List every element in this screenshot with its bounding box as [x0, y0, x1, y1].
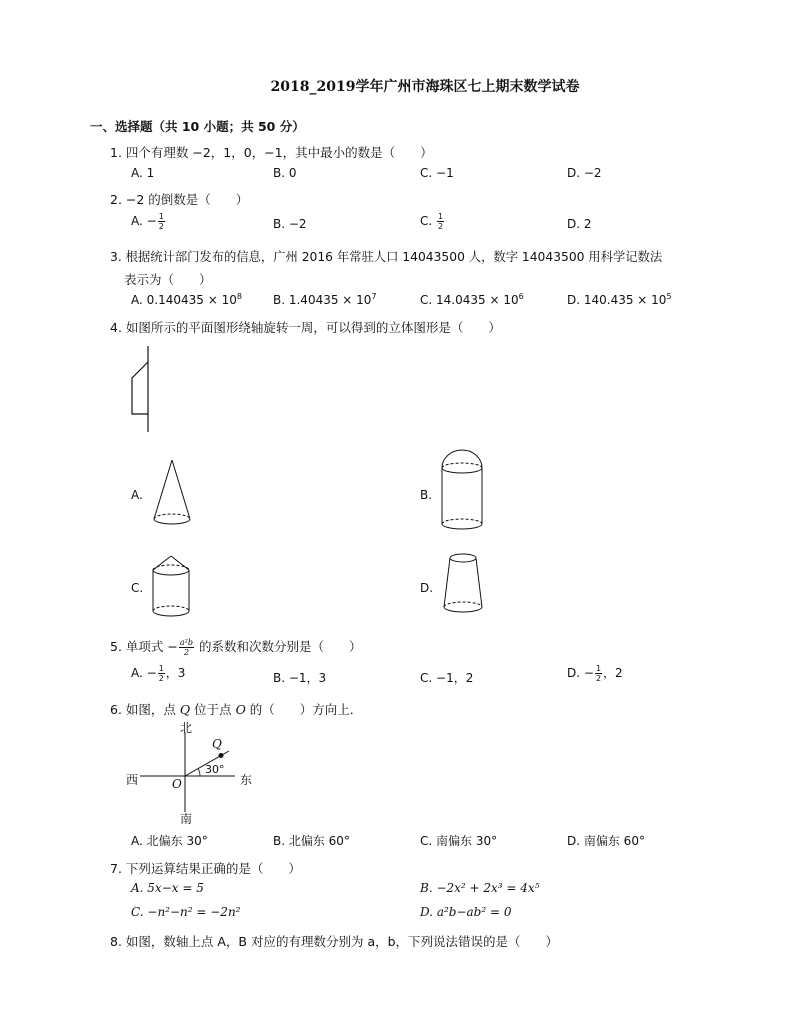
q2-c-numerator: 1 — [438, 212, 444, 221]
q4-plane-figure — [120, 340, 160, 436]
q6-suffix: 的（ ）方向上． — [245, 702, 363, 717]
q5-fraction — [179, 638, 194, 657]
cylinder-hemisphere-figure — [437, 446, 487, 536]
q5-option-c[interactable]: C. −1，2 — [420, 671, 474, 685]
q1-option-b[interactable]: B. 0 — [273, 166, 297, 180]
label-south: 南 — [180, 812, 193, 826]
q2-option-c[interactable] — [420, 212, 445, 231]
cylinder-cone-figure — [150, 553, 195, 621]
q3-option-d[interactable] — [567, 292, 672, 307]
section-heading: 一、选择题（共 10 小题；共 50 分） — [90, 119, 305, 134]
point-q-dot — [219, 753, 224, 758]
q4-option-b[interactable]: B. — [420, 488, 433, 502]
q2-a-denominator: 2 — [158, 222, 164, 231]
q5-numerator: a²b — [179, 638, 193, 647]
label-west: 西 — [126, 773, 139, 787]
q5-d-prefix: D. − — [567, 666, 594, 680]
cone-figure — [150, 455, 195, 530]
q1-option-a[interactable]: A. 1 — [131, 166, 155, 180]
q2-c-fraction — [437, 212, 444, 231]
q3-b-base: B. 1.40435 × 10 — [273, 293, 372, 307]
q5-a-fraction — [158, 664, 165, 683]
q6-prefix: 6. 如图，点 — [110, 702, 180, 717]
q2-option-d[interactable]: D. 2 — [567, 217, 592, 231]
trapezoid-shape — [132, 362, 148, 414]
q6-option-c[interactable]: C. 南偏东 30° — [420, 834, 498, 848]
q3-b-exponent: 7 — [371, 292, 377, 301]
q3-a-exponent: 8 — [236, 292, 242, 301]
q7-option-a[interactable]: A. 5x−x = 5 — [131, 881, 204, 895]
compass-diagram — [140, 730, 240, 822]
q6-option-d[interactable]: D. 南偏东 60° — [567, 834, 645, 848]
q4-option-c[interactable]: C. — [131, 581, 144, 595]
q3-option-c[interactable] — [420, 292, 524, 307]
q5-prefix: 5. 单项式 − — [110, 639, 178, 654]
q2-a-fraction — [158, 212, 165, 231]
question-4: 4. 如图所示的平面图形绕轴旋转一周，可以得到的立体图形是（ ） — [110, 320, 501, 335]
label-north: 北 — [180, 721, 193, 735]
frustum-figure — [441, 550, 491, 622]
q2-a-prefix: A. − — [131, 214, 157, 228]
label-point-o: O — [172, 777, 182, 791]
q4-option-d[interactable]: D. — [420, 581, 434, 595]
q6-mid: 位于点 — [190, 702, 236, 717]
q7-option-c[interactable]: C. −n²−n² = −2n² — [131, 905, 241, 919]
angle-arc — [198, 769, 200, 777]
q5-option-a[interactable] — [131, 664, 185, 683]
q5-a-suffix: ，3 — [165, 666, 186, 680]
q5-option-b[interactable]: B. −1，3 — [273, 671, 327, 685]
q2-option-b[interactable]: B. −2 — [273, 217, 307, 231]
question-3-line-1: 3. 根据统计部门发布的信息，广州 2016 年常驻人口 14043500 人，数字 14043500 用科学记数法 — [110, 250, 663, 264]
q5-d-numerator: 1 — [595, 664, 602, 673]
question-8: 8. 如图，数轴上点 A，B 对应的有理数分别为 a，b，下列说法错误的是（ ） — [110, 934, 559, 949]
q3-a-base: A. 0.140435 × 10 — [131, 293, 237, 307]
q5-denominator: 2 — [183, 648, 189, 657]
q6-option-a[interactable]: A. 北偏东 30° — [131, 834, 208, 848]
q5-a-denominator: 2 — [158, 674, 164, 683]
q3-d-base: D. 140.435 × 10 — [567, 293, 667, 307]
q3-d-exponent: 5 — [666, 292, 672, 301]
question-7: 7. 下列运算结果正确的是（ ） — [110, 861, 301, 876]
q1-option-d[interactable]: D. −2 — [567, 166, 602, 180]
q5-a-prefix: A. − — [131, 666, 157, 680]
q2-a-numerator: 1 — [158, 212, 164, 221]
label-angle: 30° — [205, 763, 225, 776]
question-6 — [110, 700, 362, 718]
q2-c-denominator: 2 — [438, 222, 444, 231]
q2-option-a[interactable] — [131, 212, 166, 231]
q5-a-numerator: 1 — [158, 664, 164, 673]
label-east: 东 — [240, 773, 253, 787]
question-3-line-2: 表示为（ ） — [124, 272, 212, 287]
q6-point-o-ref: O — [235, 702, 246, 717]
q2-c-prefix: C. — [420, 214, 437, 228]
q5-d-denominator: 2 — [595, 674, 602, 683]
question-5 — [110, 637, 361, 657]
q3-option-a[interactable] — [131, 292, 242, 307]
label-point-q: Q — [212, 737, 222, 751]
q6-point-q-ref: Q — [179, 702, 191, 717]
q5-option-d[interactable] — [567, 664, 623, 683]
q1-option-c[interactable]: C. −1 — [420, 166, 454, 180]
page-title: 2018_2019学年广州市海珠区七上期末数学试卷 — [270, 79, 580, 95]
q3-c-base: C. 14.0435 × 10 — [420, 293, 519, 307]
q3-option-b[interactable] — [273, 292, 377, 307]
q4-option-a[interactable]: A. — [131, 488, 143, 502]
q6-option-b[interactable]: B. 北偏东 60° — [273, 834, 350, 848]
q3-c-exponent: 6 — [518, 292, 524, 301]
q5-suffix: 的系数和次数分别是（ ） — [194, 639, 362, 654]
question-2: 2. −2 的倒数是（ ） — [110, 192, 249, 207]
q5-d-suffix: ，2 — [603, 666, 623, 680]
q7-option-d[interactable]: D. a²b−ab² = 0 — [420, 905, 512, 919]
q5-d-fraction — [595, 664, 602, 683]
question-1: 1. 四个有理数 −2，1，0，−1，其中最小的数是（ ） — [110, 145, 433, 160]
q7-option-b[interactable]: B. −2x² + 2x³ = 4x⁵ — [420, 881, 540, 895]
